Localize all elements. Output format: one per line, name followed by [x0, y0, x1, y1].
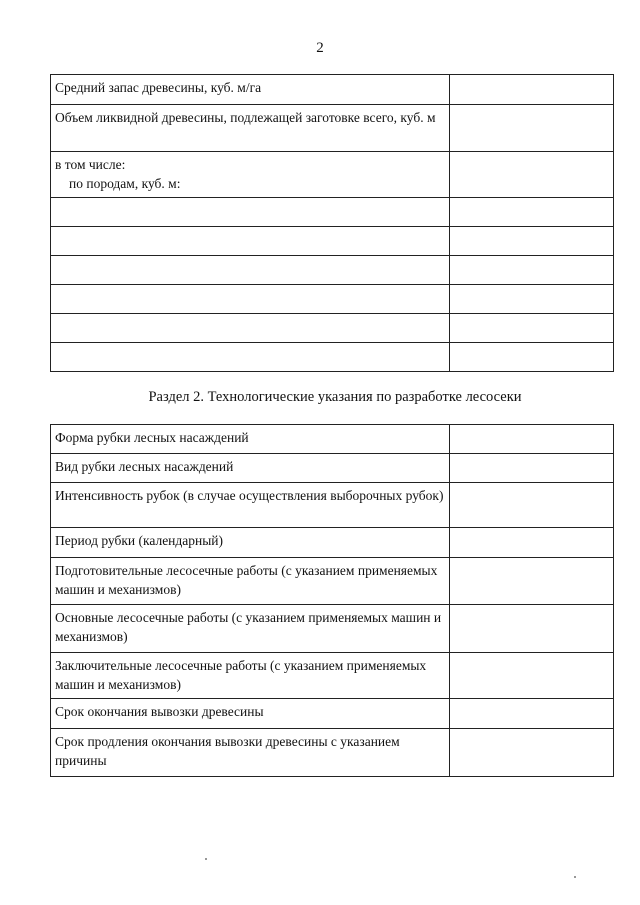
value-cell[interactable]: [450, 227, 614, 256]
table-row: [51, 75, 614, 105]
value-cell[interactable]: [450, 285, 614, 314]
table-row: [51, 653, 614, 699]
table-row: [51, 425, 614, 454]
page-number: 2: [316, 40, 324, 56]
row-label: Интенсивность рубок (в случае осуществления выборочных рубок): [51, 483, 450, 528]
value-cell[interactable]: [450, 528, 614, 558]
row-label: Средний запас древесины, куб. м/га: [51, 75, 450, 105]
value-cell[interactable]: [450, 314, 614, 343]
value-cell[interactable]: [450, 256, 614, 285]
value-cell[interactable]: [450, 198, 614, 227]
species-cell[interactable]: [51, 198, 450, 227]
table-row: [51, 105, 614, 152]
scan-speck: [205, 858, 207, 860]
table-row: [51, 285, 614, 314]
table-row: [51, 152, 614, 198]
species-cell[interactable]: [51, 314, 450, 343]
table-row: [51, 454, 614, 483]
row-label: Подготовительные лесосечные работы (с указанием применяемых машин и механизмов): [51, 558, 450, 605]
table-row: [51, 314, 614, 343]
row-label: Период рубки (календарный): [51, 528, 450, 558]
value-cell[interactable]: [450, 699, 614, 729]
timber-volume-table: [50, 74, 614, 372]
table-row: [51, 558, 614, 605]
table-row: [51, 528, 614, 558]
value-cell[interactable]: [450, 454, 614, 483]
row-label: Срок окончания вывозки древесины: [51, 699, 450, 729]
value-cell[interactable]: [450, 425, 614, 454]
table-row: [51, 699, 614, 729]
table-row: [51, 729, 614, 777]
table-row: [51, 227, 614, 256]
row-label-group: [51, 152, 450, 198]
value-cell[interactable]: [450, 105, 614, 152]
value-cell[interactable]: [450, 75, 614, 105]
species-cell[interactable]: [51, 285, 450, 314]
row-sublabel: по породам, куб. м:: [69, 176, 181, 191]
row-label: Вид рубки лесных насаждений: [51, 454, 450, 483]
table-row: [51, 483, 614, 528]
row-label: Основные лесосечные работы (с указанием применяемых машин и механизмов): [51, 605, 450, 653]
table-row: [51, 605, 614, 653]
value-cell[interactable]: [450, 483, 614, 528]
species-cell[interactable]: [51, 256, 450, 285]
value-cell[interactable]: [450, 653, 614, 699]
row-label: Заключительные лесосечные работы (с указанием применяемых машин и механизмов): [51, 653, 450, 699]
value-cell[interactable]: [450, 729, 614, 777]
value-cell[interactable]: [450, 605, 614, 653]
species-cell[interactable]: [51, 343, 450, 372]
scan-speck: [574, 876, 576, 878]
row-label: Объем ликвидной древесины, подлежащей заготовке всего, куб. м: [51, 105, 450, 152]
species-cell[interactable]: [51, 227, 450, 256]
section-title: Раздел 2. Технологические указания по разработке лесосеки: [148, 389, 522, 405]
value-cell[interactable]: [450, 343, 614, 372]
technology-table: [50, 424, 614, 777]
row-label: Форма рубки лесных насаждений: [51, 425, 450, 454]
value-cell[interactable]: [450, 558, 614, 605]
row-label: в том числе:: [55, 157, 126, 172]
value-cell[interactable]: [450, 152, 614, 198]
row-label: Срок продления окончания вывозки древесины с указанием причины: [51, 729, 450, 777]
table-row: [51, 343, 614, 372]
table-row: [51, 256, 614, 285]
table-row: [51, 198, 614, 227]
